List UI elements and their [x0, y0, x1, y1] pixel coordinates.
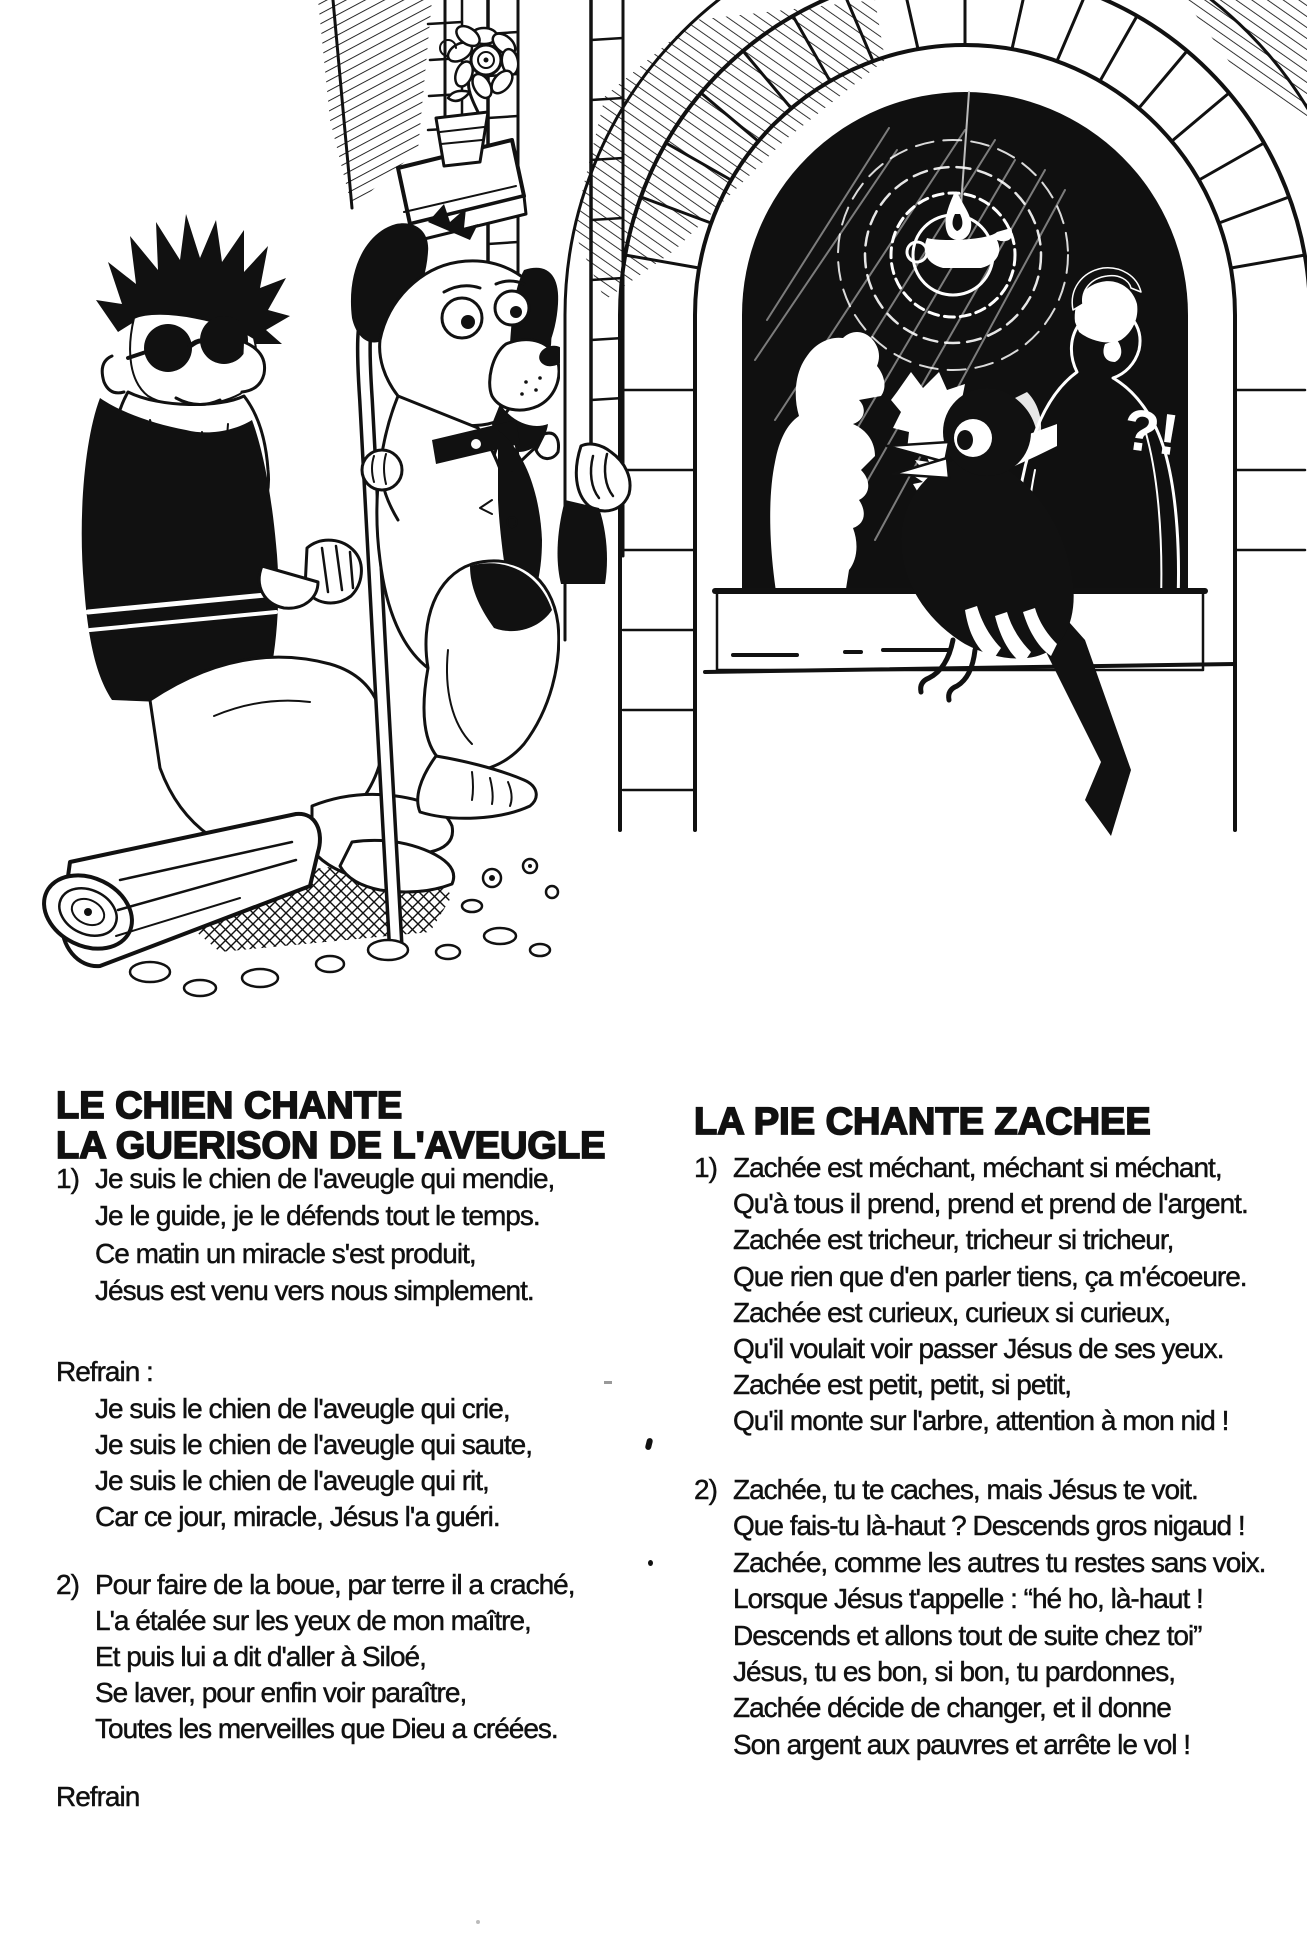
lyric-line: Qu'à tous il prend, prend et prend de l'argent.	[733, 1188, 1248, 1220]
lyric-line: Que rien que d'en parler tiens, ça m'écoeure.	[733, 1260, 1247, 1292]
lyric-line: Zachée est tricheur, tricheur si tricheur,	[733, 1224, 1174, 1256]
verse-2-left	[56, 1567, 575, 1747]
lyric-line: Qu'il monte sur l'arbre, attention à mon nid !	[733, 1405, 1229, 1437]
verse-2-right	[694, 1472, 1265, 1763]
title-line: LA PIE CHANTE ZACHEE	[694, 1100, 1151, 1143]
ink-speck	[476, 1920, 480, 1924]
song-title-right	[694, 1102, 1151, 1142]
lyric-line: Que fais-tu là-haut ? Descends gros nigaud !	[733, 1510, 1245, 1542]
illustration-zacchaeus-window	[545, 0, 1307, 840]
refrain-label: Refrain :	[56, 1356, 153, 1387]
verse-number: 2)	[694, 1474, 717, 1505]
lyric-line: Je suis le chien de l'aveugle qui mendie,	[95, 1163, 555, 1194]
lyric-line: Zachée décide de changer, et il donne	[733, 1692, 1171, 1724]
lyric-line: Zachée est méchant, méchant si méchant,	[733, 1152, 1222, 1183]
lyric-line: Ce matin un miracle s'est produit,	[95, 1237, 476, 1269]
lyric-line: Zachée, tu te caches, mais Jésus te voit.	[733, 1474, 1198, 1505]
illustration-blind-man-and-dog	[0, 0, 560, 1010]
lyric-line: Toutes les merveilles que Dieu a créées.	[95, 1713, 558, 1744]
lyric-line: Lorsque Jésus t'appelle : “hé ho, là-haut !	[733, 1583, 1203, 1615]
lyric-line: Pour faire de la boue, par terre il a craché,	[95, 1569, 575, 1600]
lyric-line: Jésus est venu vers nous simplement.	[95, 1275, 534, 1307]
lyric-line: Zachée, comme les autres tu restes sans voix.	[733, 1546, 1266, 1578]
lyric-line: Zachée est petit, petit, si petit,	[733, 1369, 1071, 1401]
surprise-marks: ?!	[1119, 396, 1183, 469]
lyric-line: Je suis le chien de l'aveugle qui rit,	[95, 1465, 489, 1496]
ink-speck	[604, 1381, 612, 1384]
title-line: LA GUERISON DE L'AVEUGLE	[56, 1124, 606, 1167]
lyric-line: Je le guide, je le défends tout le temps.	[95, 1200, 540, 1232]
ink-speck	[648, 1560, 653, 1566]
lyric-line: Jésus, tu es bon, si bon, tu pardonnes,	[733, 1656, 1175, 1688]
dog-paw	[362, 450, 402, 490]
song-title-left	[56, 1086, 606, 1166]
sunglasses-right-lens	[200, 316, 248, 364]
verse-number: 1)	[694, 1152, 717, 1183]
ink-speck	[645, 1437, 654, 1450]
refrain-left	[95, 1391, 532, 1535]
lyric-line: Descends et allons tout de suite chez toi”	[733, 1619, 1202, 1651]
lyric-line: Qu'il voulait voir passer Jésus de ses yeux.	[733, 1333, 1224, 1365]
lyric-line: Zachée est curieux, curieux si curieux,	[733, 1296, 1171, 1328]
title-line: LE CHIEN CHANTE	[56, 1084, 403, 1127]
lyric-line: Car ce jour, miracle, Jésus l'a guéri.	[95, 1501, 500, 1532]
refrain-repeat: Refrain	[56, 1781, 140, 1812]
verse-1-left	[56, 1160, 554, 1310]
lyric-line: Je suis le chien de l'aveugle qui crie,	[95, 1393, 510, 1424]
lyric-line: Se laver, pour enfin voir paraître,	[95, 1677, 467, 1708]
verse-number: 2)	[56, 1569, 79, 1600]
lyric-line: L'a étalée sur les yeux de mon maître,	[95, 1605, 531, 1636]
lyric-line: Son argent aux pauvres et arrête le vol !	[733, 1728, 1191, 1760]
dog-hind-paw	[418, 756, 537, 818]
lyric-line: Et puis lui a dit d'aller à Siloé,	[95, 1641, 426, 1672]
verse-1-right	[694, 1150, 1248, 1440]
lyric-line: Je suis le chien de l'aveugle qui saute,	[95, 1429, 532, 1460]
verse-number: 1)	[56, 1163, 79, 1194]
sunglasses-left-lens	[144, 324, 192, 372]
